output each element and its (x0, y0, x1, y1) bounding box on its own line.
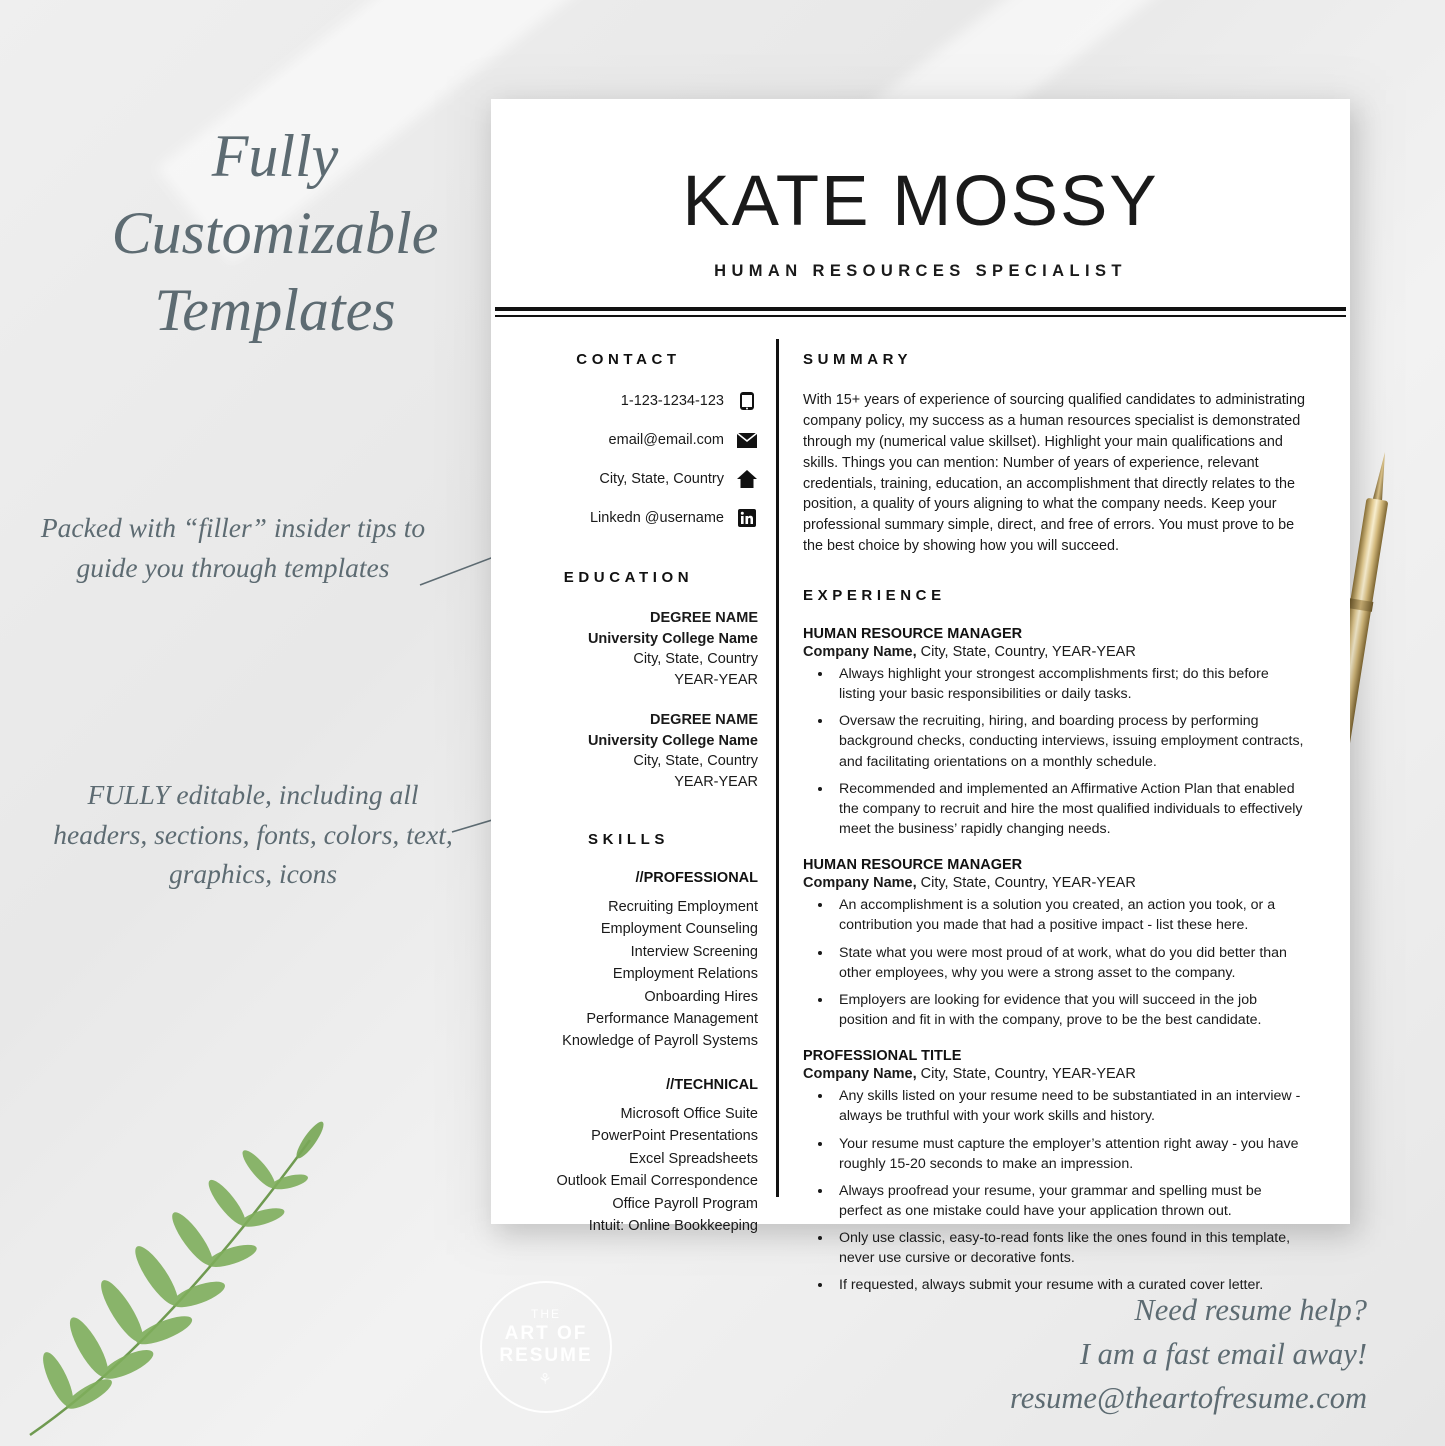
resume-page (491, 99, 1350, 1294)
logo-line-2: ART OF (504, 1322, 588, 1344)
job-bullet: • State what you were most proud of at work, what do you did better than other employees, why you were a strong asset to the company. (833, 943, 1306, 983)
job-bullet: • An accomplishment is a solution you created, an action you took, or a contribution you made that had a positive impact - list these here. (833, 895, 1306, 935)
job-bullet: • Only use classic, easy-to-read fonts like the ones found in this template, never use cursive or decorative fonts. (833, 1228, 1306, 1268)
promo-title-line-3: Templates (154, 276, 396, 343)
job-bullets (833, 664, 1306, 839)
skills-group-label: //TECHNICAL (666, 1076, 758, 1093)
skills-group-list (505, 896, 758, 1053)
job-location-dates: City, State, Country, YEAR-YEAR (916, 875, 1136, 892)
promo-title-line-2: Customizable (111, 199, 439, 266)
linkedin-icon (736, 507, 758, 529)
bottom-promo-email: resume@theartofresume.com (1010, 1381, 1367, 1416)
logo-leaf-icon: ⚘ (538, 1370, 554, 1388)
logo-line-1: THE (531, 1306, 561, 1321)
job-bullet: • Any skills listed on your resume need to be substantiated in an interview - always be truthful with your work skills and history. (833, 1086, 1306, 1126)
job-bullet: • Your resume must capture the employer’s attention right away - you have roughly 15-20 seconds to make an impression. (833, 1134, 1306, 1174)
skill-item: Onboarding Hires (644, 988, 758, 1005)
experience-entry (803, 626, 1306, 839)
phone-icon (736, 390, 758, 412)
section-heading-summary: SUMMARY (803, 351, 913, 368)
education-years: YEAR-YEAR (674, 671, 758, 688)
education-degree: DEGREE NAME (650, 712, 758, 729)
resume-subtitle: HUMAN RESOURCES SPECIALIST (714, 262, 1127, 280)
job-title: PROFESSIONAL TITLE (803, 1048, 962, 1065)
job-meta (803, 875, 1306, 891)
envelope-icon (736, 429, 758, 451)
skill-item: Interview Screening (630, 943, 758, 960)
contact-email (505, 429, 758, 451)
education-location: City, State, Country (633, 753, 758, 770)
job-meta (803, 644, 1306, 660)
job-bullet: • Always proofread your resume, your grammar and spelling must be perfect as one mistake could have your application thrown out. (833, 1181, 1306, 1221)
pen-tip (1372, 451, 1390, 504)
skills-group-list (505, 1103, 758, 1238)
section-heading-education: EDUCATION (563, 569, 694, 586)
promo-title-line-1: Fully (211, 123, 339, 189)
contact-linkedin (505, 507, 758, 529)
job-bullet: • Employers are looking for evidence that you will succeed in the job position and fit in with the company, prove to be the best candidate. (833, 990, 1306, 1030)
skill-item: Employment Relations (612, 966, 758, 983)
skill-item: Outlook Email Correspondence (556, 1173, 758, 1190)
skill-item: Performance Management (586, 1010, 758, 1027)
education-location: City, State, Country (633, 651, 758, 668)
job-bullet: • If requested, always submit your resume with a curated cover letter. (833, 1275, 1306, 1295)
job-bullets (833, 895, 1306, 1030)
education-years: YEAR-YEAR (674, 774, 758, 791)
job-bullet: • Always highlight your strongest accomplishments first; do this before listing your basic responsibilities or daily tasks. (833, 664, 1306, 704)
fern-decoration (10, 1020, 430, 1440)
experience-entry (803, 857, 1306, 1030)
job-title: HUMAN RESOURCE MANAGER (803, 626, 1023, 642)
logo-line-3: RESUME (499, 1344, 593, 1366)
contact-location-text: City, State, Country (599, 471, 724, 487)
bottom-promo-line-1: Need resume help? (1134, 1293, 1367, 1327)
skill-item: Excel Spreadsheets (629, 1150, 758, 1167)
skill-item: Microsoft Office Suite (620, 1105, 758, 1122)
skill-item: Knowledge of Payroll Systems (562, 1033, 758, 1050)
home-icon (736, 468, 758, 490)
brand-logo (480, 1281, 612, 1413)
bottom-promo-line-2: I am a fast email away! (1079, 1337, 1367, 1372)
job-meta (803, 1066, 1306, 1082)
contact-linkedin-text: Linkedn @username (589, 510, 724, 526)
header-rule-thick (495, 307, 1346, 311)
job-bullets (833, 1086, 1306, 1295)
promo-title (60, 118, 490, 348)
job-title: HUMAN RESOURCE MANAGER (803, 857, 1023, 874)
contact-phone-text: 1-123-1234-123 (620, 393, 724, 409)
section-heading-experience: EXPERIENCE (803, 587, 946, 604)
job-location-dates: City, State, Country, YEAR-YEAR (916, 644, 1136, 660)
bottom-promo (847, 1288, 1367, 1421)
skill-item: Recruiting Employment (608, 898, 758, 915)
education-school: University College Name (587, 630, 758, 647)
skill-item: Intuit: Online Bookkeeping (588, 1218, 758, 1235)
job-location-dates: City, State, Country, YEAR-YEAR (916, 1066, 1136, 1083)
contact-email-text: email@email.com (608, 432, 724, 448)
job-company: Company Name, (803, 1066, 917, 1083)
skill-item: Employment Counseling (600, 921, 758, 938)
contact-phone (505, 390, 758, 412)
education-school: University College Name (587, 732, 758, 749)
job-bullet: • Oversaw the recruiting, hiring, and boarding process by performing background checks, conducting interviews, issuing employment contracts, and facilitating orientations on a monthly schedule. (833, 711, 1306, 771)
job-company: Company Name, (803, 875, 917, 892)
promo-note-filler-tips: Packed with “filler” insider tips to guide you through templates (40, 512, 426, 583)
skill-item: Office Payroll Program (612, 1195, 758, 1212)
job-bullet: • Recommended and implemented an Affirmative Action Plan that enabled the company to recruit and hire the most qualified individuals to effectively meet the business’ rapidly changing needs. (833, 779, 1306, 839)
job-company: Company Name, (803, 644, 917, 660)
summary-text: With 15+ years of experience of sourcing qualified candidates to administrating company policy, my success as a human resources specialist is demonstrated through my (numerical value skillset). Highlight your main qualifications and skills. Things you can mention: Number of years of experience, relevant credentials, training, education, an accomplishment that directly relates to the position, a quality of yours aligning to what the company needs. Keep your professional summary simple, direct, and free of errors. You must prove to be the best choice by showing how you will succeed. (803, 392, 1305, 555)
education-entry (505, 710, 758, 792)
section-heading-skills: SKILLS (588, 830, 669, 848)
resume-body (491, 335, 1350, 1294)
resume-main (779, 335, 1350, 1294)
education-entry (505, 608, 758, 690)
skill-item: PowerPoint Presentations (591, 1128, 758, 1145)
header-rule-thin (495, 315, 1346, 317)
resume-sidebar (491, 335, 776, 1235)
contact-location (505, 468, 758, 490)
education-degree: DEGREE NAME (650, 610, 758, 626)
skills-group-label: //PROFESSIONAL (635, 869, 758, 886)
resume-name: KATE MOSSY (682, 162, 1159, 241)
experience-entry (803, 1048, 1306, 1295)
section-heading-contact: CONTACT (576, 351, 681, 368)
promo-note-editable: FULLY editable, including all headers, sections, fonts, colors, text, graphics, icons (53, 779, 453, 890)
